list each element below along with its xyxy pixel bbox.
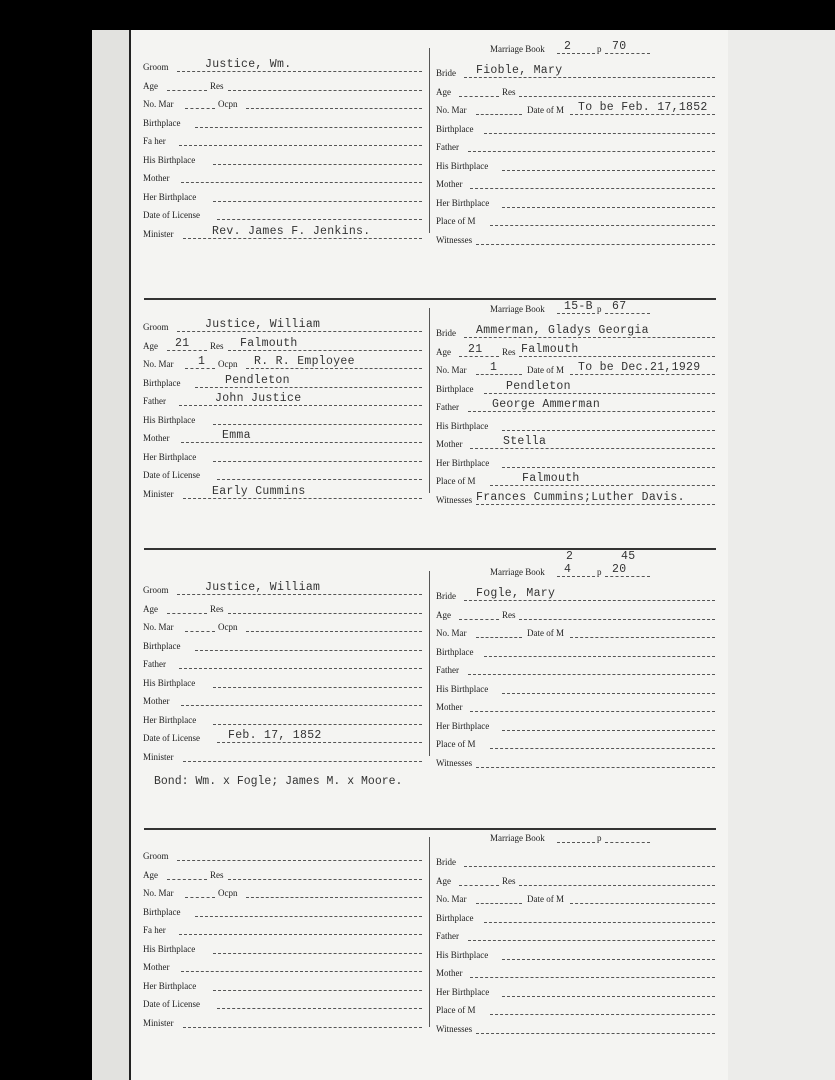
dots xyxy=(217,219,422,220)
groom-mother-value: Emma xyxy=(222,429,251,442)
bride-place-of-m-label: Place of M xyxy=(436,739,476,749)
dots xyxy=(228,90,422,91)
dots xyxy=(213,164,422,165)
bride-mother-label: Mother xyxy=(436,179,463,189)
bride-witnesses-value: Frances Cummins;Luther Davis. xyxy=(476,490,685,504)
dots xyxy=(213,201,422,202)
groom-father-label: Father xyxy=(143,659,166,669)
bride-date-of-m-value: To be Feb. 17,1852 xyxy=(578,101,708,114)
dots xyxy=(519,356,715,357)
groom-mother-label: Mother xyxy=(143,173,170,183)
dots xyxy=(502,693,715,694)
dots xyxy=(183,1027,422,1028)
bride-witnesses-label: Witnesses xyxy=(436,494,473,505)
dots xyxy=(195,916,422,917)
marriage-book-top-value: 2 xyxy=(566,550,574,563)
marriage-book-value: 4 xyxy=(564,563,572,576)
bride-age-value: 21 xyxy=(468,342,483,356)
bride-bride-label: Bride xyxy=(436,328,456,338)
groom-father-label: Fa her xyxy=(143,136,166,146)
bride-his-birthplace-label: His Birthplace xyxy=(436,683,489,694)
marriage-book-label: Marriage Book xyxy=(490,44,545,54)
dots xyxy=(167,613,207,614)
left-border-line xyxy=(129,30,131,1080)
column-divider xyxy=(429,48,430,233)
marriage-page-value: 20 xyxy=(612,563,627,576)
bride-no-mar-label: No. Mar xyxy=(436,105,467,115)
bride-age-label: Age xyxy=(436,346,451,357)
bride-father-value: George Ammerman xyxy=(492,398,601,411)
marriage-book-label: Marriage Book xyxy=(490,833,545,843)
groom-date-of-license-label: Date of License xyxy=(143,470,200,480)
dots xyxy=(557,576,595,577)
bride-her-birthplace-label: Her Birthplace xyxy=(436,720,490,731)
dots xyxy=(502,207,715,208)
groom-her-birthplace-label: Her Birthplace xyxy=(143,451,197,462)
bride-bride-value: Fioble, Mary xyxy=(476,64,563,77)
dots xyxy=(502,430,715,431)
dots xyxy=(476,903,522,904)
groom-date-of-license-value: Feb. 17, 1852 xyxy=(228,729,322,742)
dots xyxy=(570,374,715,375)
groom-father-label: Father xyxy=(143,396,166,406)
dots xyxy=(468,674,715,675)
dots xyxy=(177,860,422,861)
dots xyxy=(476,504,715,505)
dots xyxy=(484,393,715,394)
dots xyxy=(213,687,422,688)
dots xyxy=(185,897,215,898)
groom-minister-label: Minister xyxy=(143,751,174,762)
column-divider xyxy=(429,837,430,1027)
dots xyxy=(183,238,422,239)
dots xyxy=(185,108,215,109)
groom-age-label: Age xyxy=(143,80,158,91)
section-divider xyxy=(144,298,716,300)
groom-mother-label: Mother xyxy=(143,696,170,706)
bride-birthplace-label: Birthplace xyxy=(436,912,474,923)
groom-birthplace-label: Birthplace xyxy=(143,117,181,128)
bride-witnesses-label: Witnesses xyxy=(436,757,473,768)
groom-her-birthplace-label: Her Birthplace xyxy=(143,980,197,991)
dots xyxy=(519,96,715,97)
groom-father-label: Fa her xyxy=(143,925,166,935)
dots xyxy=(476,637,522,638)
dots xyxy=(502,996,715,997)
dots xyxy=(470,448,715,449)
groom-her-birthplace-label: Her Birthplace xyxy=(143,191,197,202)
dots xyxy=(213,990,422,991)
dots xyxy=(476,244,715,245)
section-divider xyxy=(144,828,716,830)
dots xyxy=(468,151,715,152)
dots xyxy=(167,350,207,351)
dots xyxy=(502,170,715,171)
bride-his-birthplace-label: His Birthplace xyxy=(436,420,489,431)
dots xyxy=(470,188,715,189)
marriage-page-value: 70 xyxy=(612,40,627,53)
dots xyxy=(217,479,422,480)
dots xyxy=(195,127,422,128)
dots xyxy=(570,903,715,904)
bride-date-of-m-label: Date of M xyxy=(527,365,564,375)
bride-father-label: Father xyxy=(436,931,459,941)
bride-age-label: Age xyxy=(436,609,451,620)
bride-place-of-m-label: Place of M xyxy=(436,476,476,486)
marriage-book-label: Marriage Book xyxy=(490,304,545,314)
page-label: p xyxy=(597,833,602,843)
dots xyxy=(605,576,650,577)
bride-bride-label: Bride xyxy=(436,857,456,867)
bride-father-label: Father xyxy=(436,142,459,152)
groom-groom-value: Justice, Wm. xyxy=(205,58,292,71)
dots xyxy=(570,114,715,115)
groom-his-birthplace-label: His Birthplace xyxy=(143,677,196,688)
dots xyxy=(519,619,715,620)
groom-no-mar-value: 1 xyxy=(198,355,206,368)
dots xyxy=(181,971,422,972)
dots xyxy=(464,337,715,338)
groom-mother-label: Mother xyxy=(143,962,170,972)
page-label: p xyxy=(597,567,602,577)
dots xyxy=(502,467,715,468)
dots xyxy=(570,637,715,638)
dots xyxy=(167,879,207,880)
groom-birthplace-label: Birthplace xyxy=(143,377,181,388)
dots xyxy=(181,182,422,183)
dots xyxy=(459,619,499,620)
groom-ocpn-label: Ocpn xyxy=(218,888,238,898)
dots xyxy=(246,631,422,632)
groom-age-label: Age xyxy=(143,869,158,880)
groom-groom-label: Groom xyxy=(143,62,169,72)
groom-ocpn-label: Ocpn xyxy=(218,622,238,632)
groom-birthplace-value: Pendleton xyxy=(225,373,290,387)
groom-age-label: Age xyxy=(143,603,158,614)
bride-father-label: Father xyxy=(436,665,459,675)
groom-no-mar-label: No. Mar xyxy=(143,99,174,109)
dots xyxy=(228,879,422,880)
groom-res-label: Res xyxy=(210,603,224,614)
bride-no-mar-label: No. Mar xyxy=(436,628,467,638)
groom-no-mar-label: No. Mar xyxy=(143,359,174,369)
groom-ocpn-value: R. R. Employee xyxy=(254,355,355,368)
dots xyxy=(213,953,422,954)
bride-birthplace-label: Birthplace xyxy=(436,383,474,394)
dots xyxy=(484,922,715,923)
groom-groom-label: Groom xyxy=(143,322,169,332)
groom-date-of-license-label: Date of License xyxy=(143,733,200,743)
bride-res-label: Res xyxy=(502,609,516,620)
groom-res-label: Res xyxy=(210,869,224,880)
dots xyxy=(167,90,207,91)
groom-res-value: Falmouth xyxy=(240,336,298,350)
bride-his-birthplace-label: His Birthplace xyxy=(436,949,489,960)
dots xyxy=(490,225,715,226)
bride-res-value: Falmouth xyxy=(521,342,579,356)
groom-minister-value: Early Cummins xyxy=(212,484,306,498)
groom-groom-label: Groom xyxy=(143,585,169,595)
dots xyxy=(177,71,422,72)
page-label: p xyxy=(597,304,602,314)
bride-place-of-m-label: Place of M xyxy=(436,1005,476,1015)
dots xyxy=(195,650,422,651)
groom-his-birthplace-label: His Birthplace xyxy=(143,414,196,425)
dots xyxy=(213,461,422,462)
dots xyxy=(195,387,422,388)
dots xyxy=(179,934,422,935)
dots xyxy=(490,748,715,749)
marriage-book-value: 2 xyxy=(564,40,572,53)
bride-witnesses-label: Witnesses xyxy=(436,1023,473,1034)
dots xyxy=(557,313,595,314)
dots xyxy=(502,730,715,731)
dots xyxy=(476,1033,715,1034)
dots xyxy=(470,977,715,978)
dots xyxy=(217,742,422,743)
dots xyxy=(459,96,499,97)
bride-age-label: Age xyxy=(436,875,451,886)
dots xyxy=(557,53,595,54)
bride-birthplace-value: Pendleton xyxy=(506,379,571,393)
dots xyxy=(181,705,422,706)
bride-no-mar-label: No. Mar xyxy=(436,894,467,904)
marriage-book-value: 15-B xyxy=(564,300,593,313)
dots xyxy=(502,959,715,960)
dots xyxy=(605,842,650,843)
groom-minister-label: Minister xyxy=(143,228,174,239)
groom-ocpn-label: Ocpn xyxy=(218,359,238,369)
bride-place-of-m-label: Place of M xyxy=(436,216,476,226)
dots xyxy=(179,145,422,146)
groom-age-label: Age xyxy=(143,340,158,351)
dots xyxy=(185,631,215,632)
dots xyxy=(459,356,499,357)
dots xyxy=(476,114,522,115)
groom-mother-label: Mother xyxy=(143,433,170,443)
bride-birthplace-label: Birthplace xyxy=(436,123,474,134)
dots xyxy=(183,761,422,762)
bond-note: Bond: Wm. x Fogle; James M. x Moore. xyxy=(154,775,403,788)
groom-date-of-license-label: Date of License xyxy=(143,999,200,1009)
bride-no-mar-value: 1 xyxy=(490,361,498,374)
dots xyxy=(468,940,715,941)
dots xyxy=(605,313,650,314)
dots xyxy=(177,594,422,595)
bride-mother-label: Mother xyxy=(436,439,463,449)
column-divider xyxy=(429,308,430,493)
marriage-page-top-value: 45 xyxy=(621,550,636,563)
dots xyxy=(476,374,522,375)
dots xyxy=(476,767,715,768)
dots xyxy=(490,1014,715,1015)
right-margin xyxy=(728,30,835,1080)
bride-age-label: Age xyxy=(436,86,451,97)
groom-groom-label: Groom xyxy=(143,851,169,861)
groom-birthplace-label: Birthplace xyxy=(143,906,181,917)
dots xyxy=(459,885,499,886)
dots xyxy=(484,656,715,657)
bride-her-birthplace-label: Her Birthplace xyxy=(436,457,490,468)
groom-groom-value: Justice, William xyxy=(205,581,321,594)
dots xyxy=(246,368,422,369)
groom-date-of-license-label: Date of License xyxy=(143,210,200,220)
page-label: p xyxy=(597,44,602,54)
bride-date-of-m-label: Date of M xyxy=(527,628,564,638)
bride-place-of-m-value: Falmouth xyxy=(522,472,580,485)
left-margin-strip xyxy=(92,30,130,1080)
groom-no-mar-label: No. Mar xyxy=(143,888,174,898)
dots xyxy=(179,405,422,406)
dots xyxy=(464,77,715,78)
groom-res-label: Res xyxy=(210,80,224,91)
bride-bride-value: Fogle, Mary xyxy=(476,587,556,600)
bride-bride-label: Bride xyxy=(436,591,456,601)
dots xyxy=(464,866,715,867)
dots xyxy=(213,724,422,725)
dots xyxy=(468,411,715,412)
bride-res-label: Res xyxy=(502,875,516,886)
dots xyxy=(179,668,422,669)
groom-minister-value: Rev. James F. Jenkins. xyxy=(212,224,371,238)
bride-bride-value: Ammerman, Gladys Georgia xyxy=(476,324,649,337)
groom-minister-label: Minister xyxy=(143,488,174,499)
marriage-book-label: Marriage Book xyxy=(490,567,545,577)
dots xyxy=(217,1008,422,1009)
dots xyxy=(605,53,650,54)
bride-date-of-m-label: Date of M xyxy=(527,105,564,115)
groom-her-birthplace-label: Her Birthplace xyxy=(143,714,197,725)
dots xyxy=(557,842,595,843)
groom-birthplace-label: Birthplace xyxy=(143,640,181,651)
dots xyxy=(490,485,715,486)
bride-no-mar-label: No. Mar xyxy=(436,365,467,375)
groom-no-mar-label: No. Mar xyxy=(143,622,174,632)
dots xyxy=(185,368,215,369)
bride-witnesses-label: Witnesses xyxy=(436,234,473,245)
marriage-page-value: 67 xyxy=(612,300,627,313)
bride-her-birthplace-label: Her Birthplace xyxy=(436,986,490,997)
groom-groom-value: Justice, William xyxy=(205,318,321,331)
groom-his-birthplace-label: His Birthplace xyxy=(143,154,196,165)
dots xyxy=(228,350,422,351)
dots xyxy=(181,442,422,443)
dots xyxy=(228,613,422,614)
bride-her-birthplace-label: Her Birthplace xyxy=(436,197,490,208)
bride-his-birthplace-label: His Birthplace xyxy=(436,160,489,171)
bride-mother-value: Stella xyxy=(503,435,547,448)
dots xyxy=(177,331,422,332)
column-divider xyxy=(429,571,430,756)
dots xyxy=(464,600,715,601)
groom-father-value: John Justice xyxy=(215,392,302,405)
bride-date-of-m-label: Date of M xyxy=(527,894,564,904)
groom-age-value: 21 xyxy=(175,336,190,350)
dots xyxy=(246,897,422,898)
dots xyxy=(183,498,422,499)
groom-ocpn-label: Ocpn xyxy=(218,99,238,109)
dots xyxy=(484,133,715,134)
bride-birthplace-label: Birthplace xyxy=(436,646,474,657)
groom-minister-label: Minister xyxy=(143,1017,174,1028)
bride-res-label: Res xyxy=(502,86,516,97)
dots xyxy=(470,711,715,712)
bride-mother-label: Mother xyxy=(436,968,463,978)
bride-bride-label: Bride xyxy=(436,68,456,78)
groom-his-birthplace-label: His Birthplace xyxy=(143,943,196,954)
bride-date-of-m-value: To be Dec.21,1929 xyxy=(578,361,701,374)
dots xyxy=(519,885,715,886)
bride-mother-label: Mother xyxy=(436,702,463,712)
groom-res-label: Res xyxy=(210,340,224,351)
dots xyxy=(246,108,422,109)
bride-father-label: Father xyxy=(436,402,459,412)
bride-res-label: Res xyxy=(502,346,516,357)
dots xyxy=(213,424,422,425)
